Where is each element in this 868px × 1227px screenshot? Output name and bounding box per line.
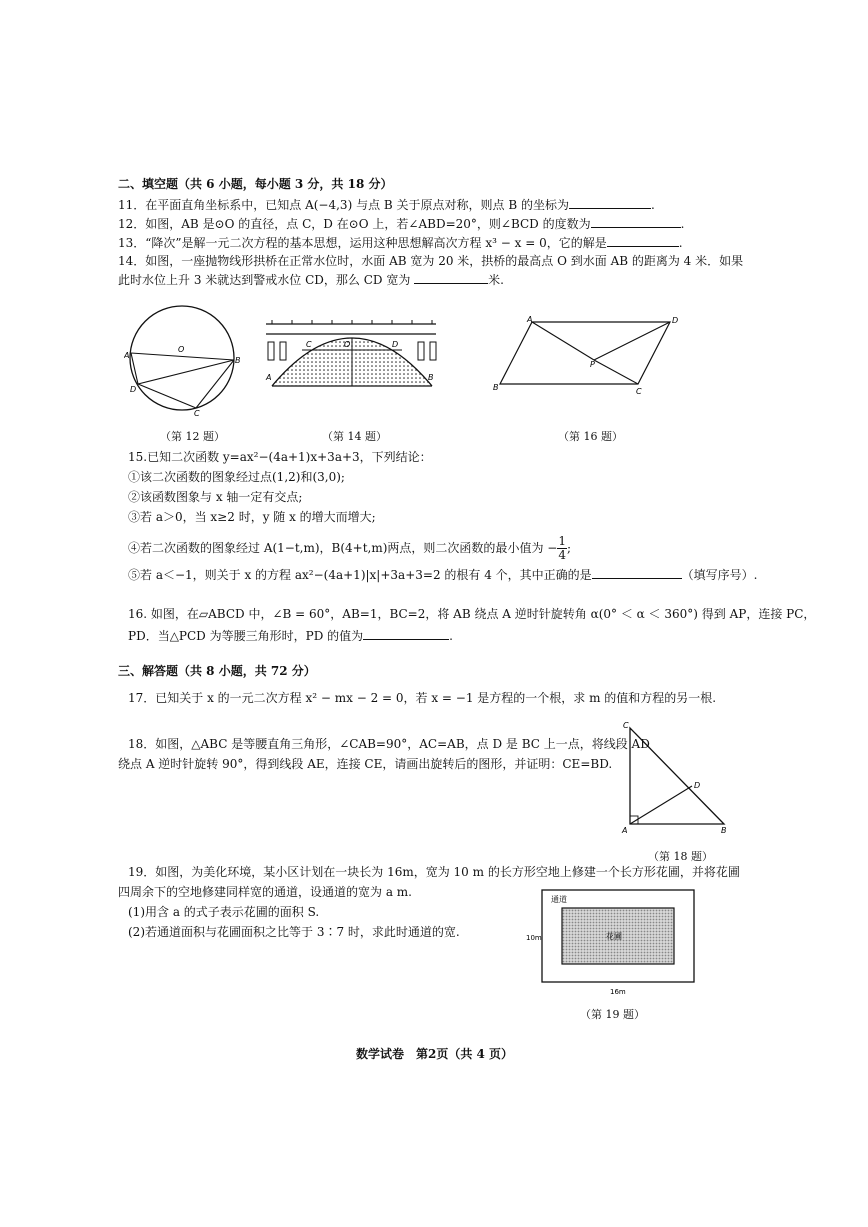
label-a: A xyxy=(527,315,533,324)
caption-fig18: （第 18 题） xyxy=(648,850,713,863)
answer-blank[interactable] xyxy=(591,215,681,228)
label-c: C xyxy=(636,387,642,396)
label-b: B xyxy=(235,356,241,365)
label-c: C xyxy=(306,340,312,349)
figure-18-triangle xyxy=(614,718,736,836)
question-11: 11．在平面直角坐标系中，已知点 A(−4,3) 与点 B 关于原点对称，则点 B 的坐标为 . xyxy=(118,198,655,212)
caption-fig19: （第 19 题） xyxy=(580,1008,645,1021)
answer-blank[interactable] xyxy=(607,234,679,247)
question-19-sub1: (1)用含 a 的式子表示花圃的面积 S. xyxy=(128,905,320,919)
label-d: D xyxy=(672,316,679,325)
diameter-ab xyxy=(131,353,234,360)
label-road: 通道 xyxy=(551,895,567,904)
answer-blank[interactable] xyxy=(363,627,449,640)
label-c: C xyxy=(623,721,629,730)
caption-fig16: （第 16 题） xyxy=(558,430,623,443)
pillar-left xyxy=(268,342,274,360)
question-15-item1: ①该二次函数的图象经过点(1,2)和(3,0); xyxy=(128,470,345,484)
question-text: ⑤若 a＜−1，则关于 x 的方程 ax²−(4a+1)|x|+3a+3=2 的根有 4 个，其中正确的是 xyxy=(128,568,592,582)
figure-19-garden xyxy=(526,888,696,998)
question-15-item4: ④若二次函数的图象经过 A(1−t,m)，B(4+t,m)两点，则二次函数的最小值为 − $\frac{1}{4}$ ; xyxy=(128,534,571,562)
pillar-left-2 xyxy=(280,342,286,360)
question-14-line2 xyxy=(118,271,504,288)
segment-pd xyxy=(594,322,670,360)
question-15-item3: ③若 a＞0，当 x≥2 时，y 随 x 的增大而增大; xyxy=(128,510,376,524)
question-14-line1: 14．如图，一座抛物线形拱桥在正常水位时，水面 AB 宽为 20 米，拱桥的最高点 O 到水面 AB 的距离为 4 米．如果 xyxy=(118,254,744,268)
figure-16-parallelogram xyxy=(490,312,690,398)
label-b: B xyxy=(493,383,499,392)
question-13: 13．“降次”是解一元二次方程的基本思想，运用这种思想解高次方程 x³ − x = 0，它的解是 . xyxy=(118,236,683,250)
section-header: 三、解答题（共 8 小题，共 72 分） xyxy=(118,664,316,678)
label-o: O xyxy=(344,340,351,349)
unit-text: 米. xyxy=(488,273,504,287)
question-text: 13．“降次”是解一元二次方程的基本思想，运用这种思想解高次方程 x³ − x = 0，它的解是 xyxy=(118,236,607,250)
label-d: D xyxy=(130,385,137,394)
answer-blank[interactable] xyxy=(592,566,682,579)
question-text: 12．如图，AB 是⊙O 的直径，点 C，D 在⊙O 上，若∠ABD=20°，则∠BCD 的度数为 xyxy=(118,217,591,231)
pillar-right-2 xyxy=(430,342,436,360)
question-text: 11．在平面直角坐标系中，已知点 A(−4,3) 与点 B 关于原点对称，则点 B 的坐标为 xyxy=(118,198,569,212)
section-header: 二、填空题（共 6 小题，每小题 3 分，共 18 分） xyxy=(118,177,393,191)
circle-o xyxy=(130,306,234,410)
segment-pc xyxy=(594,360,638,384)
question-text: ④若二次函数的图象经过 A(1−t,m)，B(4+t,m)两点，则二次函数的最小值为 − xyxy=(128,541,558,555)
fraction-quarter: $\frac{1}{4}$ xyxy=(558,534,566,562)
label-o: O xyxy=(178,345,185,354)
pillar-right xyxy=(418,342,424,360)
label-a: A xyxy=(124,351,130,360)
caption-fig12: （第 12 题） xyxy=(160,430,225,443)
figure-12-circle xyxy=(124,300,244,418)
label-width: 10m xyxy=(526,934,542,942)
label-b: B xyxy=(428,373,434,382)
label-a: A xyxy=(266,373,272,382)
answer-blank[interactable] xyxy=(569,196,651,209)
caption-fig14: （第 14 题） xyxy=(322,430,387,443)
label-a: A xyxy=(622,826,628,835)
question-18-line2: 绕点 A 逆时针旋转 90°，得到线段 AE，连接 CE，请画出旋转后的图形，并证明：CE=BD. xyxy=(118,757,613,771)
chord-bc xyxy=(196,360,234,408)
question-text: PD．当△PCD 为等腰三角形时，PD 的值为 xyxy=(128,629,364,643)
question-15-item2: ②该函数图象与 x 轴一定有交点; xyxy=(128,490,303,504)
label-c: C xyxy=(194,409,200,418)
parallelogram-abcd xyxy=(500,322,670,384)
question-12: 12．如图，AB 是⊙O 的直径，点 C，D 在⊙O 上，若∠ABD=20°，则∠BCD 的度数为 . xyxy=(118,217,685,231)
segment-ad xyxy=(630,786,692,824)
label-garden: 花圃 xyxy=(606,932,622,941)
chord-bd xyxy=(138,360,234,384)
question-19-line2: 四周余下的空地修建同样宽的通道，设通道的宽为 a m. xyxy=(118,885,412,899)
question-18-line1: 18．如图，△ABC 是等腰直角三角形，∠CAB=90°，AC=AB，点 D 是 BC 上一点，将线段 AD xyxy=(128,737,650,751)
question-16-line1: 16. 如图，在▱ABCD 中，∠B = 60°，AB=1，BC=2，将 AB 绕点 A 逆时针旋转角 α(0° ＜ α ＜ 360°) 得到 AP，连接 PC， xyxy=(128,607,816,621)
question-15-item5: ⑤若 a＜−1，则关于 x 的方程 ax²−(4a+1)|x|+3a+3=2 的根有 4 个，其中正确的是 （填写序号）. xyxy=(128,568,758,582)
label-d: D xyxy=(694,781,701,790)
question-15-intro: 15.已知二次函数 y=ax²−(4a+1)x+3a+3，下列结论： xyxy=(128,450,432,464)
question-16-line2: PD．当△PCD 为等腰三角形时，PD 的值为 . xyxy=(128,629,453,643)
segment-ap xyxy=(532,322,594,360)
page-footer: 数学试卷 第2页（共 4 页） xyxy=(356,1047,514,1061)
label-b: B xyxy=(721,826,727,835)
question-19-sub2: (2)若通道面积与花圃面积之比等于 3∶7 时，求此时通道的宽. xyxy=(128,925,460,939)
triangle-abc xyxy=(630,728,724,824)
label-d: D xyxy=(392,340,399,349)
question-17: 17．已知关于 x 的一元二次方程 x² − mx − 2 = 0，若 x = −1 是方程的一个根，求 m 的值和方程的另一根. xyxy=(128,691,717,705)
question-19-line1: 19．如图，为美化环境，某小区计划在一块长为 16m，宽为 10 m 的长方形空地上修建一个长方形花圃，并将花圃 xyxy=(128,865,740,879)
figure-14-bridge xyxy=(262,320,440,392)
label-length: 16m xyxy=(610,988,626,996)
label-p: P xyxy=(590,360,595,369)
question-text: 此时水位上升 3 米就达到警戒水位 CD，那么 CD 宽为 xyxy=(118,273,411,287)
answer-blank[interactable] xyxy=(414,271,488,284)
